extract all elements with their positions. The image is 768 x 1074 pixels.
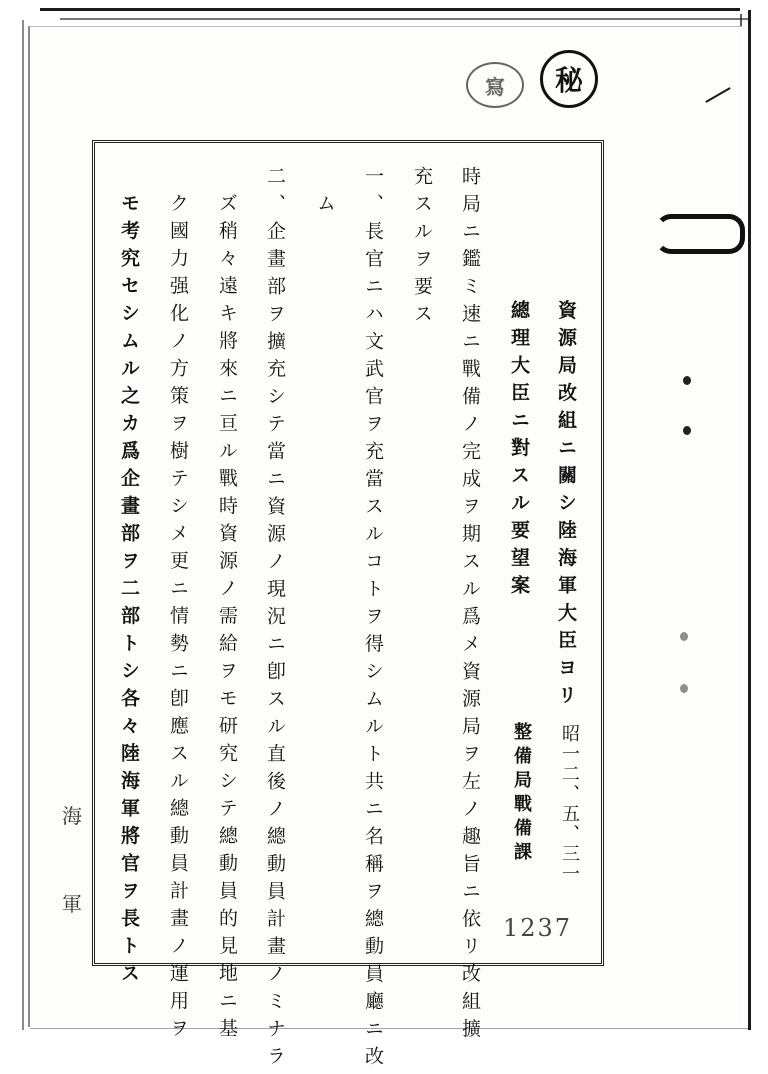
binding-hole-1 (683, 376, 691, 385)
item-2-cont-3: モ考究セシムル之カ爲企畫部ヲ二部トシ各々陸海軍將官ヲ長トス (118, 193, 140, 991)
paper-edge-bottom (30, 1028, 750, 1029)
binding-hole-4 (680, 684, 688, 693)
item-2-cont-2: ク國力强化ノ方策ヲ樹テシメ更ニ情勢ニ卽應スル總動員計畫ノ運用ヲ (167, 193, 189, 1046)
paper-edge-top-2 (60, 18, 750, 20)
body-line-2: 充スルヲ要ス (411, 166, 433, 331)
paper-edge-top (40, 8, 740, 11)
secret-stamp: 秘 (540, 50, 598, 108)
body-line-2-tail: ム (314, 193, 336, 221)
item-2-cont-1: ズ稍々遠キ將來ニ亘ル戰時資源ノ需給ヲモ研究シテ總動員的見地ニ基 (216, 193, 238, 1046)
body-line-1: 時局ニ鑑ミ速ニ戰備ノ完成ヲ期スル爲メ資源局ヲ左ノ趣旨ニ依リ改組擴 (459, 166, 481, 1046)
side-mark-bottom: 軍 (62, 892, 82, 916)
paper-edge-right (748, 10, 751, 1030)
binding-hole-2 (683, 426, 691, 435)
bureau-line: 整備局戰備課 (511, 722, 532, 866)
binding-hole-3 (680, 632, 688, 641)
binder-clip-mark (655, 214, 745, 254)
copy-stamp: 寫 (466, 62, 524, 108)
title-line-2: 總理大臣ニ對スル要望案 (508, 300, 530, 603)
title-line-1: 資源局改組ニ關シ陸海軍大臣ヨリ (555, 300, 577, 713)
page-number: 1237 (503, 914, 573, 942)
side-mark-top: 海 (62, 804, 82, 828)
paper-edge-left (22, 20, 24, 1030)
item-2: 二、企畫部ヲ擴充シテ當ニ資源ノ現況ニ卽スル直後ノ總動員計畫ノミナラ (264, 166, 286, 1074)
item-1: 一、長官ニハ文武官ヲ充當スルコトヲ得シムルト共ニ名稱ヲ總動員廳ニ改 (362, 166, 384, 1074)
date-line: 昭一二、五、三一 (559, 724, 580, 884)
